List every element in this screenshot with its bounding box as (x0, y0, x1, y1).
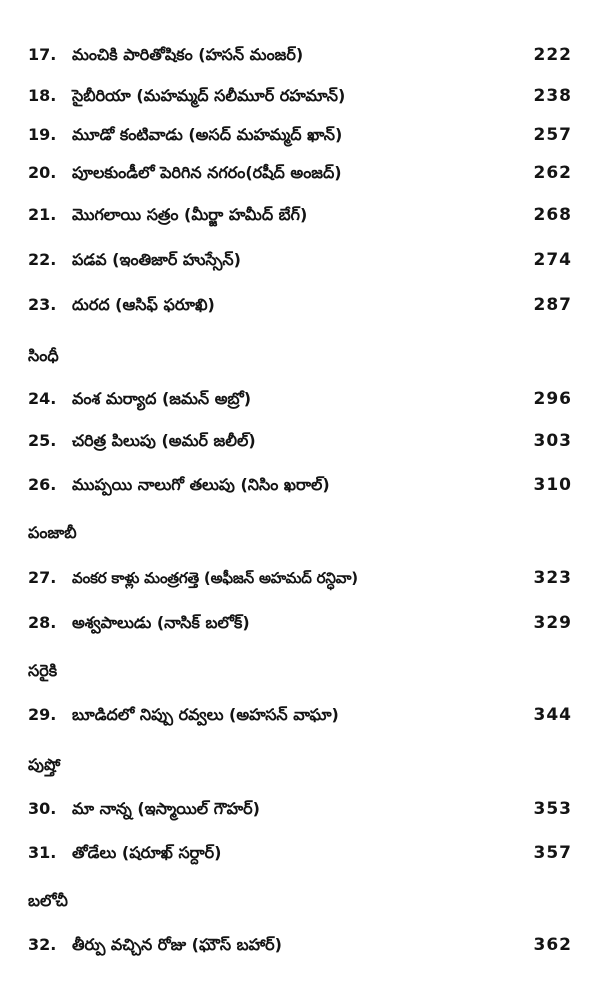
entry-page-number: 262 (533, 163, 572, 183)
toc-entry-23 (28, 290, 580, 320)
entry-title: చరిత్ర పిలుపు (అమర్ జలీల్) (72, 431, 256, 450)
entry-title: దురద (ఆసిఫ్ ఫరూఖి) (72, 295, 215, 314)
entry-page-number: 238 (533, 86, 572, 106)
entry-number: 19. (28, 125, 57, 144)
entry-title: తీర్పు వచ్చిన రోజు (ఘౌస్ బహార్) (72, 935, 282, 954)
toc-entry-26 (28, 470, 580, 500)
toc-entry-17 (28, 40, 580, 70)
entry-number: 29. (28, 705, 57, 724)
section-heading-punjabi: పంజాబీ (28, 523, 77, 542)
entry-number: 25. (28, 431, 57, 450)
entry-title: మొగలాయి సత్రం (మీర్జా హమీద్ బేగ్) (72, 205, 308, 224)
entry-title: అశ్వపాలుడు (నాసిక్ బలోక్) (72, 613, 250, 632)
entry-title: ముప్పయి నాలుగో తలుపు (నిసిం ఖరాల్) (72, 475, 330, 494)
entry-page-number: 353 (533, 799, 572, 819)
toc-entry-29 (28, 700, 580, 730)
entry-page-number: 296 (533, 389, 572, 409)
toc-entry-20 (28, 158, 580, 188)
entry-number: 27. (28, 568, 57, 587)
entry-page-number: 329 (533, 613, 572, 633)
entry-page-number: 323 (533, 568, 572, 588)
entry-number: 18. (28, 86, 57, 105)
toc-entry-18 (28, 81, 580, 111)
toc-entry-22 (28, 245, 580, 275)
entry-number: 23. (28, 295, 57, 314)
section-heading-balochi: బలోచీ (28, 891, 68, 910)
entry-title: తోడేలు (షరూఖ్ సర్దార్) (72, 843, 222, 862)
entry-page-number: 344 (533, 705, 572, 725)
entry-number: 17. (28, 45, 57, 64)
entry-page-number: 222 (533, 45, 572, 65)
entry-number: 22. (28, 250, 57, 269)
entry-number: 32. (28, 935, 57, 954)
entry-title: మంచికి పారితోషికం (హసన్ మంజర్) (72, 45, 304, 64)
toc-entry-31 (28, 838, 580, 868)
entry-page-number: 274 (533, 250, 572, 270)
entry-page-number: 357 (533, 843, 572, 863)
entry-page-number: 287 (533, 295, 572, 315)
section-heading-sindhi: సింధీ (28, 346, 59, 365)
entry-page-number: 268 (533, 205, 572, 225)
toc-entry-19 (28, 120, 580, 150)
entry-page-number: 362 (533, 935, 572, 955)
entry-title: వంశ మర్యాద (జమన్ అబ్రో) (72, 389, 252, 408)
section-heading-saraiki: సరైకి (28, 661, 58, 680)
entry-title: మా నాన్న (ఇస్మాయిల్ గౌహర్) (72, 799, 260, 818)
entry-number: 30. (28, 799, 57, 818)
entry-number: 28. (28, 613, 57, 632)
entry-title: మూడో కంటివాడు (అసద్ మహమ్మద్ ఖాన్) (72, 125, 343, 144)
entry-number: 20. (28, 163, 57, 182)
entry-number: 24. (28, 389, 57, 408)
toc-entry-21 (28, 200, 580, 230)
toc-entry-24 (28, 384, 580, 414)
entry-number: 21. (28, 205, 57, 224)
toc-entry-30 (28, 794, 580, 824)
entry-number: 31. (28, 843, 57, 862)
entry-title: పడవ (ఇంతిజార్ హుస్సేన్) (72, 250, 241, 269)
entry-title: సైబీరియా (మహమ్మద్ సలీమూర్ రహమాన్) (72, 86, 346, 105)
toc-entry-32 (28, 930, 580, 960)
toc-entry-28 (28, 608, 580, 638)
entry-page-number: 257 (533, 125, 572, 145)
entry-title: బూడిదలో నిప్పు రవ్వలు (అహసన్ వాఘా) (72, 705, 339, 724)
entry-title: పూలకుండీలో పెరిగిన నగరం(రషీద్ అంజద్) (72, 163, 342, 182)
entry-number: 26. (28, 475, 57, 494)
entry-page-number: 303 (533, 431, 572, 451)
entry-page-number: 310 (533, 475, 572, 495)
toc-entry-25 (28, 426, 580, 456)
entry-title: వంకర కాళ్లు మంత్రగత్తె (అఫీజన్ అహమద్ రన్ధివా) (72, 569, 358, 587)
toc-entry-27 (28, 563, 580, 593)
section-heading-pushto: పుష్తో (28, 755, 61, 774)
